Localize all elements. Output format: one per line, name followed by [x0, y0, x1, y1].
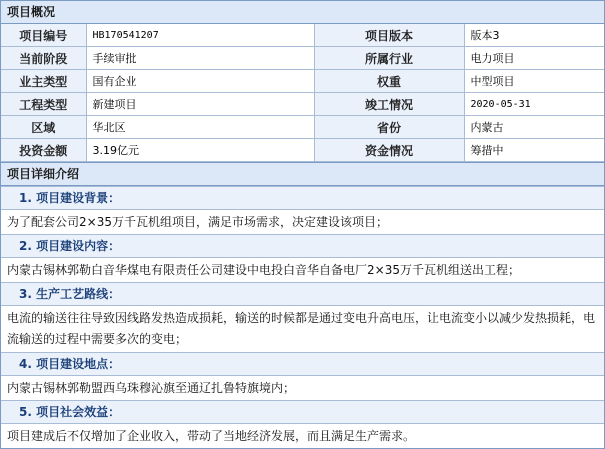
- detail-heading: 1. 项目建设背景：: [1, 186, 604, 210]
- province-value: 内蒙古: [464, 116, 604, 139]
- completion-value: 2020-05-31: [464, 93, 604, 116]
- industry-value: 电力项目: [464, 47, 604, 70]
- detail-block-benefit: [1, 400, 604, 448]
- field-label: 当前阶段: [1, 47, 86, 70]
- table-row: [1, 70, 604, 93]
- field-label: 工程类型: [1, 93, 86, 116]
- detail-block-location: [1, 352, 604, 400]
- funding-status-value: 筹措中: [464, 139, 604, 162]
- region-value: 华北区: [86, 116, 314, 139]
- project-version-value: 版本3: [464, 24, 604, 47]
- detail-block-background: [1, 186, 604, 234]
- field-label: 区域: [1, 116, 86, 139]
- detail-text: 为了配套公司2×35万千瓦机组项目，满足市场需求，决定建设该项目；: [7, 215, 388, 229]
- overview-table: [1, 24, 604, 162]
- project-number-value: HB170541207: [86, 24, 314, 47]
- field-label: 项目编号: [1, 24, 86, 47]
- field-label: 所属行业: [314, 47, 464, 70]
- project-type-value: 新建项目: [86, 93, 314, 116]
- field-label: 投资金额: [1, 139, 86, 162]
- detail-heading: 4. 项目建设地点：: [1, 352, 604, 376]
- detail-text: 电流的输送往往导致因线路发热造成损耗，输送的时候都是通过变电升高电压，让电流变小以减少发热损耗，电流输送的过程中需要多次的变电；: [7, 311, 596, 346]
- details-section-title: 项目详细介绍: [1, 162, 604, 186]
- detail-text: 内蒙古锡林郭勒盟西乌珠穆沁旗至通辽扎鲁特旗境内；: [7, 381, 296, 395]
- detail-text: 项目建成后不仅增加了企业收入，带动了当地经济发展，而且满足生产需求。: [7, 429, 416, 443]
- weight-value: 中型项目: [464, 70, 604, 93]
- field-label: 资金情况: [314, 139, 464, 162]
- table-row: [1, 24, 604, 47]
- field-label: 省份: [314, 116, 464, 139]
- field-label: 项目版本: [314, 24, 464, 47]
- detail-heading: 2. 项目建设内容：: [1, 234, 604, 258]
- field-label: 权重: [314, 70, 464, 93]
- detail-block-content: [1, 234, 604, 282]
- field-label: 业主类型: [1, 70, 86, 93]
- detail-block-process: [1, 282, 604, 352]
- detail-text: 内蒙古锡林郭勒白音华煤电有限责任公司建设中电投白音华自备电厂2×35万千瓦机组送出工程；: [7, 263, 520, 277]
- table-row: [1, 47, 604, 70]
- overview-section-title: 项目概况: [1, 0, 604, 24]
- table-row: [1, 139, 604, 162]
- owner-type-value: 国有企业: [86, 70, 314, 93]
- investment-value: 3.19亿元: [86, 139, 314, 162]
- table-row: [1, 116, 604, 139]
- detail-heading: 3. 生产工艺路线：: [1, 282, 604, 306]
- field-label: 竣工情况: [314, 93, 464, 116]
- detail-heading: 5. 项目社会效益：: [1, 400, 604, 424]
- table-row: [1, 93, 604, 116]
- current-stage-value: 手续审批: [86, 47, 314, 70]
